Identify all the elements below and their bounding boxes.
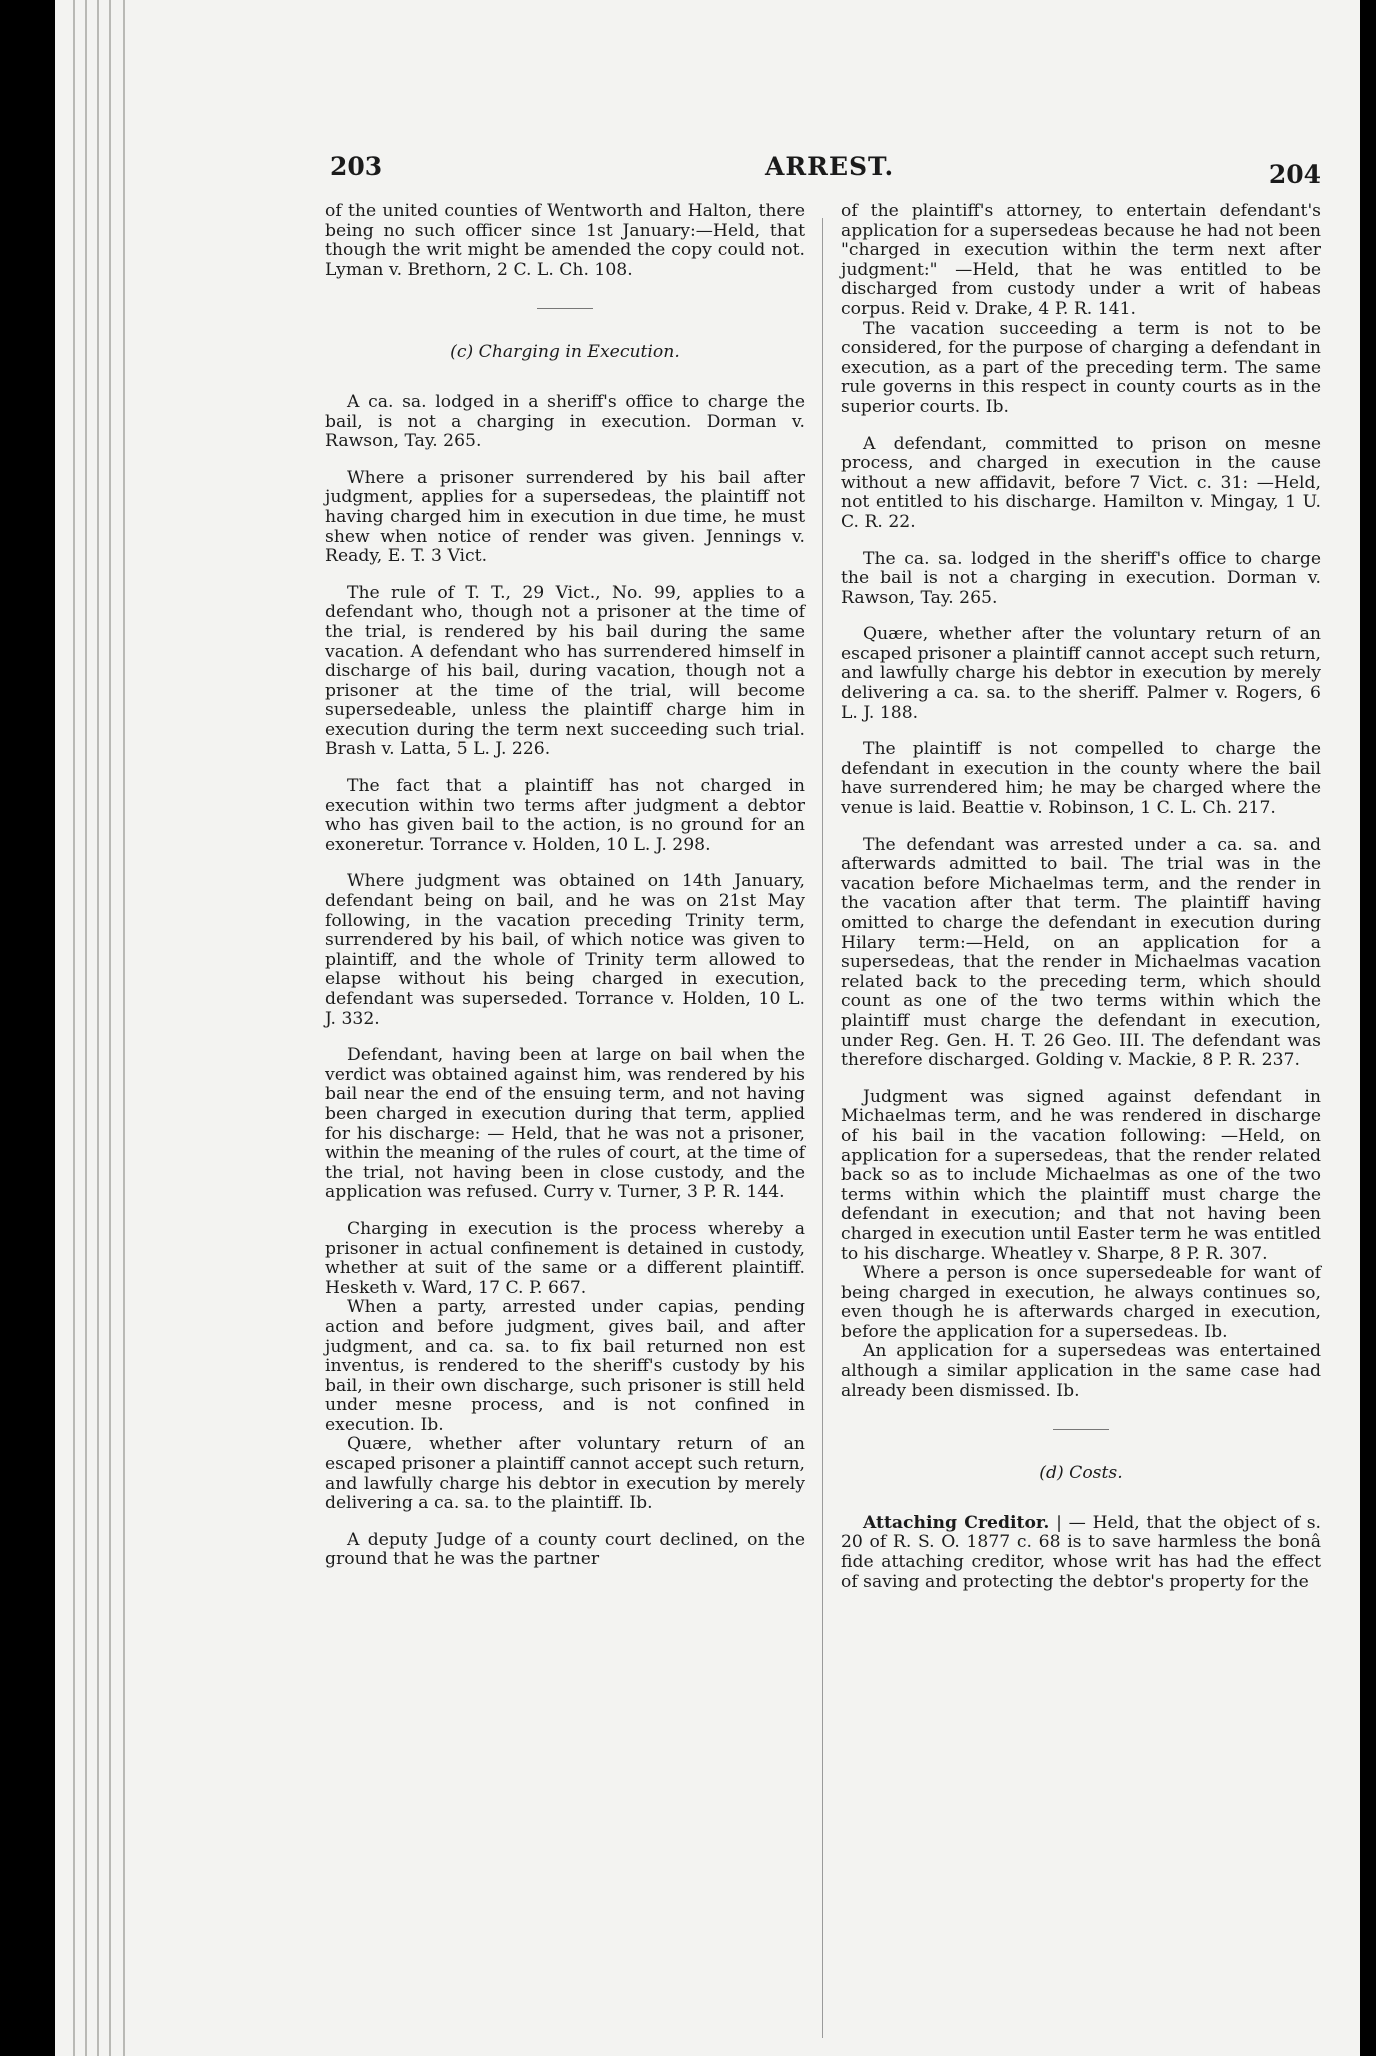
paragraph: The fact that a plaintiff has not charged in execution within two terms after judgment a debtor who has given bail to the action, is no ground for an exoneretur. Torrance v. Holden, 10 L. J. 298.	[325, 776, 805, 855]
entry-lead: Attaching Creditor.	[863, 1512, 1050, 1533]
paragraph: Charging in execution is the process whereby a prisoner in actual confinement is detained in custody, whether at suit of the same or a different plaintiff. Hesketh v. Ward, 17 C. P. 667.	[325, 1218, 805, 1298]
page-edge	[85, 0, 87, 2056]
section-separator	[1053, 1429, 1109, 1430]
page-edge	[97, 0, 99, 2056]
paragraph: The rule of T. T., 29 Vict., No. 99, applies to a defendant who, though not a prisoner at the time of the trial, is rendered by his bail during the same vacation. A defendant who has surrendered himself in discharge of his bail, during vacation, though not a prisoner at the time of the trial, will become supersedeable, unless the plaintiff charge him in execution during the term next succeeding such trial. Brash v. Latta, 5 L. J. 226.	[325, 582, 805, 760]
paragraph: Quære, whether after the voluntary return of an escaped prisoner a plaintiff cannot accept such return, and lawfully charge his debtor in execution by merely delivering a ca. sa. to the sheriff. Palmer v. Rogers, 6 L. J. 188.	[841, 624, 1321, 723]
section-heading: (d) Costs.	[1039, 1463, 1123, 1484]
paragraph: of the united counties of Wentworth and Halton, there being no such officer since 1st January:—Held, that though the writ might be amended the copy could not. Lyman v. Brethorn, 2 C. L. Ch. 108.	[325, 201, 805, 280]
column-divider	[822, 218, 823, 2038]
paragraph: An application for a supersedeas was entertained although a similar application in the same case had already been dismissed. Ib.	[841, 1341, 1321, 1401]
section-heading: (c) Charging in Execution.	[450, 342, 680, 363]
page-content	[325, 150, 1321, 2030]
paragraph: A deputy Judge of a county court declined, on the ground that he was the partner	[325, 1529, 805, 1570]
paragraph	[841, 1514, 1321, 1592]
paragraph: The plaintiff is not compelled to charge the defendant in execution in the county where the bail have surrendered him; he may be charged where the venue is laid. Beattie v. Robinson, 1 C. L. Ch. 217.	[841, 739, 1321, 819]
running-header	[325, 150, 1321, 190]
page-number-right: 204	[1268, 160, 1321, 189]
paragraph: Defendant, having been at large on bail when the verdict was obtained against him, was rendered by his bail near the end of the ensuing term, and not having been charged in execution during that term, applied for his discharge: — Held, that he was not a prisoner, within the meaning of the rules of court, at the time of the trial, not having been in close custody, and the application was refused. Curry v. Turner, 3 P. R. 144.	[325, 1045, 805, 1203]
left-column	[325, 202, 805, 1587]
paragraph: of the plaintiff's attorney, to entertain defendant's application for a supersedeas because he had not been "charged in execution within the term next after judgment:" —Held, that he was entitled to be discharged from custody under a writ of habeas corpus. Reid v. Drake, 4 P. R. 141.	[841, 201, 1321, 319]
page-edge	[123, 0, 125, 2056]
paragraph: Quære, whether after voluntary return of an escaped prisoner a plaintiff cannot accept such return, and lawfully charge his debtor in execution by merely delivering a ca. sa. to the plaintiff. Ib.	[325, 1434, 805, 1514]
paragraph: Where judgment was obtained on 14th January, defendant being on bail, and he was on 21st May following, in the vacation preceding Trinity term, surrendered by his bail, of which notice was given to plaintiff, and the whole of Trinity term allowed to elapse without his being charged in execution, defendant was superseded. Torrance v. Holden, 10 L. J. 332.	[325, 871, 805, 1029]
paragraph: A defendant, committed to prison on mesne process, and charged in execution in the cause without a new affidavit, before 7 Vict. c. 31: —Held, not entitled to his discharge. Hamilton v. Mingay, 1 U. C. R. 22.	[841, 433, 1321, 532]
paragraph: The defendant was arrested under a ca. sa. and afterwards admitted to bail. The trial was in the vacation before Michaelmas term, and the render in the vacation after that term. The plaintiff having omitted to charge the defendant in execution during Hilary term:—Held, on an application for a supersedeas, that the render in Michaelmas vacation related back to the preceding term, which should count as one of the two terms within which the plaintiff must charge the defendant in execution, under Reg. Gen. H. T. 26 Geo. III. The defendant was therefore discharged. Golding v. Mackie, 8 P. R. 237.	[841, 834, 1321, 1071]
section-separator	[537, 308, 593, 309]
running-title: ARREST.	[765, 152, 895, 181]
page-edge	[109, 0, 111, 2056]
page-number-left: 203	[330, 152, 383, 181]
entry-text: | — Held, that the object of s. 20 of R. S. O. 1877 c. 68 is to save harmless the bonâ fide attaching creditor, whose writ has had the effect of saving and protecting the debtor's property for the	[841, 1512, 1321, 1592]
page-edge	[73, 0, 75, 2056]
paragraph: The vacation succeeding a term is not to be considered, for the purpose of charging a defendant in execution, as a part of the preceding term. The same rule governs in this respect in county courts as in the superior courts. Ib.	[841, 318, 1321, 417]
paragraph: The ca. sa. lodged in the sheriff's office to charge the bail is not a charging in execution. Dorman v. Rawson, Tay. 265.	[841, 548, 1321, 608]
paragraph: When a party, arrested under capias, pending action and before judgment, gives bail, and after judgment, and ca. sa. to fix bail returned non est inventus, is rendered to the sheriff's custody by his bail, in their own discharge, such prisoner is still held under mesne process, and is not confined in execution. Ib.	[325, 1297, 805, 1435]
paragraph: Where a person is once supersedeable for want of being charged in execution, he always continues so, even though he is afterwards charged in execution, before the application for a supersedeas. Ib.	[841, 1263, 1321, 1342]
right-column	[841, 202, 1321, 1609]
paragraph: Where a prisoner surrendered by his bail after judgment, applies for a supersedeas, the plaintiff not having charged him in execution in due time, he must shew when notice of render was given. Jennings v. Ready, E. T. 3 Vict.	[325, 467, 805, 567]
paragraph: Judgment was signed against defendant in Michaelmas term, and he was rendered in discharge of his bail in the vacation following: —Held, on application for a supersedeas, that the render related back so as to include Michaelmas as one of the two terms within which the plaintiff must charge the defendant in execution; and that not having been charged in execution until Easter term he was entitled to his discharge. Wheatley v. Sharpe, 8 P. R. 307.	[841, 1086, 1321, 1264]
paragraph: A ca. sa. lodged in a sheriff's office to charge the bail, is not a charging in execution. Dorman v. Rawson, Tay. 265.	[325, 391, 805, 452]
